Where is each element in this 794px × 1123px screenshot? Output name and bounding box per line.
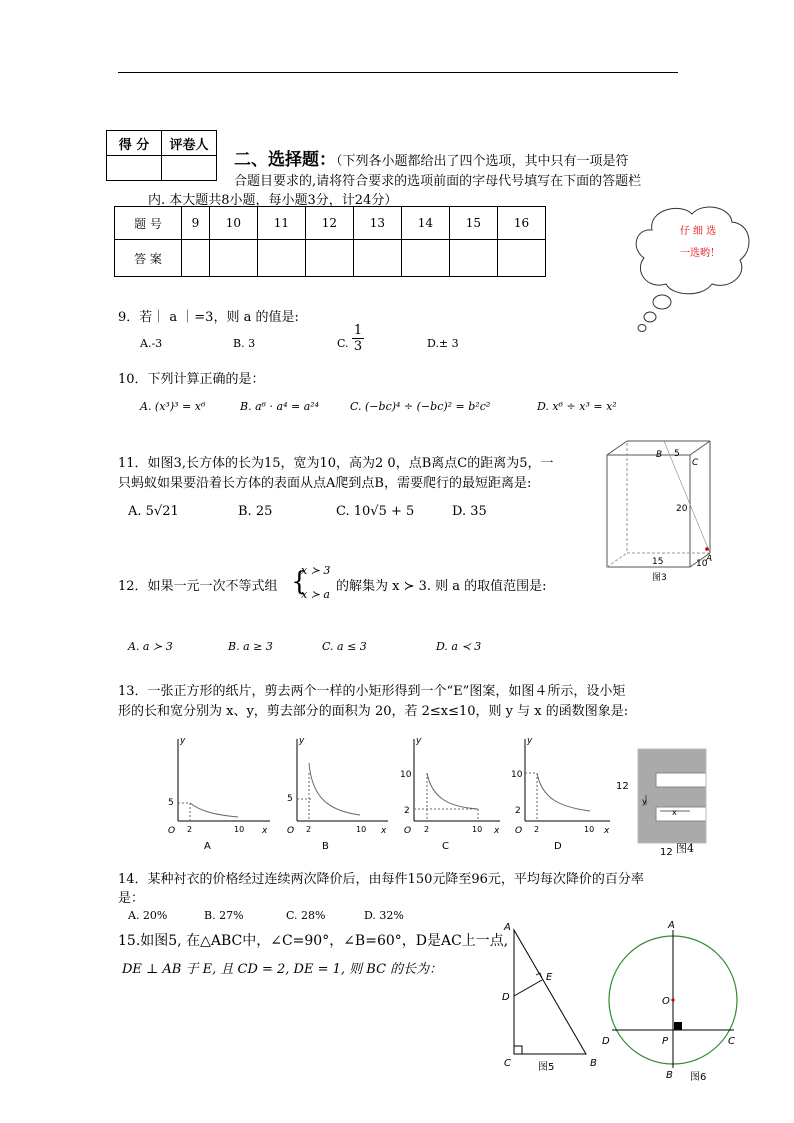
answer-cell[interactable]	[449, 240, 497, 277]
bubble-line-2: 一选哟！	[680, 248, 720, 259]
answer-row-label: 答 案	[115, 240, 182, 277]
q10-option-c: C. (−bc)⁴ ÷ (−bc)² = b²c²	[350, 400, 491, 413]
graph-a-x: x	[262, 826, 268, 836]
graph-b-ytick: 5	[287, 794, 293, 804]
q11-line-2: 只蚂蚁如果要沿着长方体的表面从点A爬到点B，需要爬行的最短距离是:	[118, 476, 532, 491]
graph-d-ytick2: 2	[515, 806, 521, 816]
qnum-13: 13	[353, 207, 401, 240]
graph-c	[400, 736, 500, 852]
fig5-c: C	[504, 1058, 511, 1069]
grader-label: 评卷人	[162, 131, 217, 156]
fig3-label-10: 10	[696, 559, 708, 569]
q12-pre: 12．如果一元一次不等式组	[118, 579, 278, 594]
answer-cell[interactable]	[305, 240, 353, 277]
q9-option-a: A.-3	[140, 337, 163, 350]
top-rule	[118, 72, 678, 73]
grader-cell[interactable]	[162, 156, 217, 181]
fig5-caption: 图5	[538, 1062, 555, 1073]
fig3-label-15: 15	[652, 557, 664, 567]
answer-table	[114, 206, 546, 277]
graph-a	[168, 736, 270, 852]
section-instr-1: （下列各小题都给出了四个选项，其中只有一项是符	[336, 154, 629, 169]
thought-bubble	[630, 200, 760, 335]
qnum-11: 11	[257, 207, 305, 240]
score-box	[106, 130, 217, 181]
q9-option-d: D.± 3	[427, 337, 459, 350]
graph-d-xtick1: 2	[534, 825, 540, 834]
q14-line-2: 是：	[118, 891, 145, 906]
graph-a-label: A	[204, 841, 211, 852]
q9-option-c: C.	[337, 337, 349, 350]
qnum-9: 9	[182, 207, 210, 240]
q9-fraction	[352, 323, 364, 354]
q12-brace: {	[291, 567, 308, 597]
q13-graphs	[160, 733, 620, 853]
fig3-cuboid	[600, 435, 720, 585]
graph-b-o: O	[287, 826, 295, 836]
graph-c-o: O	[404, 826, 412, 836]
fig3-caption: 图3	[652, 573, 667, 583]
q14-line-1: 14．某种衬衣的价格经过连续两次降价后，由每件150元降至96元，平均每次降价的百分率	[118, 872, 644, 887]
fig4-side-2: 12	[660, 847, 673, 857]
graph-b-xtick2: 10	[356, 825, 367, 834]
q10-option-a: A. (x³)³ = x⁶	[140, 400, 206, 413]
qnum-15: 15	[449, 207, 497, 240]
graph-d	[511, 736, 610, 852]
section-instr-2: 合题目要求的,请将符合要求的选项前面的字母代号填写在下面的答题栏	[234, 174, 642, 189]
fig5-e: E	[546, 972, 553, 983]
q12-sys-1: x ≻ 3	[301, 564, 331, 577]
graph-b-x: x	[381, 826, 387, 836]
fig3-label-b: B	[656, 450, 663, 460]
answer-cell[interactable]	[209, 240, 257, 277]
graph-a-o: O	[168, 826, 176, 836]
fig6-c: C	[728, 1036, 735, 1047]
fig5-b: B	[590, 1058, 597, 1069]
graph-a-xtick2: 10	[234, 825, 245, 834]
q15-line-1: 15.如图5, 在△ABC中，∠C=90°，∠B=60°，D是AC上一点,	[118, 933, 509, 949]
answer-cell[interactable]	[353, 240, 401, 277]
graph-c-ytick: 10	[400, 770, 412, 780]
fig6-b: B	[666, 1070, 673, 1081]
q12-option-d: D. a ≺ 3	[436, 640, 482, 653]
fig6-caption: 图6	[690, 1072, 707, 1083]
graph-d-o: O	[515, 826, 523, 836]
graph-c-y: y	[416, 736, 422, 746]
graph-d-ytick: 10	[511, 770, 523, 780]
fig6-a: A	[668, 920, 675, 931]
fig3-label-a: A	[706, 554, 713, 564]
q14-option-d: D. 32%	[364, 909, 404, 922]
graph-c-x: x	[494, 826, 500, 836]
fig4-caption: 图4	[676, 842, 694, 855]
graph-c-ytick2: 2	[404, 806, 410, 816]
q10-option-b: B. a⁶ · a⁴ = a²⁴	[240, 400, 320, 413]
q12-option-c: C. a ≤ 3	[322, 640, 367, 653]
q12-option-a: A. a ≻ 3	[128, 640, 173, 653]
graph-b-label: B	[322, 841, 329, 852]
fig4-e-shape	[612, 747, 712, 857]
graph-d-xtick2: 10	[584, 825, 595, 834]
section-instr-3: 内. 本大题共8小题，每小题3分，计24分）	[148, 193, 398, 208]
q14-option-a: A. 20%	[128, 909, 168, 922]
qnum-10: 10	[209, 207, 257, 240]
qnum-12: 12	[305, 207, 353, 240]
q12-post: 的解集为 x ≻ 3. 则 a 的取值范围是:	[336, 579, 547, 594]
fig5-d: D	[502, 992, 510, 1003]
graph-a-xtick1: 2	[187, 825, 193, 834]
q9-fraction-num: 1	[353, 323, 363, 338]
answer-cell[interactable]	[257, 240, 305, 277]
q11-option-d: D. 35	[452, 504, 487, 519]
fig3-label-20: 20	[676, 504, 688, 514]
q11-line-1: 11．如图3,长方体的长为15，宽为10，高为2 0，点B离点C的距离为5，一	[118, 456, 554, 471]
answer-cell[interactable]	[497, 240, 545, 277]
graph-a-ytick: 5	[168, 798, 174, 808]
bubble-line-1: 仔 细 选	[679, 226, 717, 237]
q12-option-b: B. a ≥ 3	[228, 640, 273, 653]
q9-option-b: B. 3	[233, 337, 256, 350]
q13-line-1: 13．一张正方形的纸片，剪去两个一样的小矩形得到一个“E”图案，如图４所示，设小矩	[118, 684, 626, 699]
graph-d-y: y	[527, 736, 533, 746]
graph-b	[287, 736, 388, 852]
q11-option-b: B. 25	[238, 504, 273, 519]
fig3-label-c: C	[692, 458, 699, 468]
q9-fraction-den: 3	[353, 339, 363, 354]
score-label: 得 分	[107, 131, 162, 156]
fig6-p: P	[662, 1036, 669, 1047]
fig4-y: y	[642, 797, 647, 806]
q12-sys-2: x ≻ a	[301, 588, 330, 601]
fig3-label-5: 5	[674, 449, 680, 459]
q9-stem: 9．若｜ a ｜=3，则 a 的值是:	[118, 310, 299, 325]
fig6-circle	[600, 918, 750, 1086]
qnum-16: 16	[497, 207, 545, 240]
answer-cell[interactable]	[182, 240, 210, 277]
graph-a-y: y	[180, 736, 186, 746]
graph-b-y: y	[299, 736, 305, 746]
fig6-o: O	[662, 996, 670, 1007]
answer-table-header: 题 号	[115, 207, 182, 240]
fig5-a: A	[504, 922, 511, 933]
fig4-x: x	[672, 808, 677, 817]
qnum-14: 14	[401, 207, 449, 240]
q15-line-2: DE ⊥ AB 于 E, 且 CD = 2, DE = 1, 则 BC 的长为：	[122, 962, 443, 977]
q11-option-c: C. 10√5 + 5	[336, 504, 415, 519]
q13-line-2: 形的长和宽分别为 x、y，剪去部分的面积为 20，若 2≤x≤10，则 y 与 x 的函数图象是:	[118, 704, 629, 719]
fig4-side-1: 12	[616, 781, 629, 792]
graph-b-xtick1: 2	[306, 825, 312, 834]
graph-c-label: C	[442, 841, 449, 852]
section-heading	[234, 145, 629, 170]
q11-option-a: A. 5√21	[128, 504, 179, 519]
score-cell[interactable]	[107, 156, 162, 181]
graph-c-xtick2: 10	[472, 825, 483, 834]
fig5-triangle	[498, 918, 606, 1076]
q10-stem: 10．下列计算正确的是：	[118, 372, 265, 387]
graph-c-xtick1: 2	[424, 825, 430, 834]
q14-option-c: C. 28%	[286, 909, 326, 922]
q10-option-d: D. x⁶ ÷ x³ = x²	[537, 400, 617, 413]
answer-cell[interactable]	[401, 240, 449, 277]
q14-option-b: B. 27%	[204, 909, 244, 922]
graph-d-label: D	[554, 841, 562, 852]
graph-d-x: x	[604, 826, 610, 836]
fig6-d: D	[602, 1036, 610, 1047]
section-title: 二、选择题：	[234, 150, 336, 170]
